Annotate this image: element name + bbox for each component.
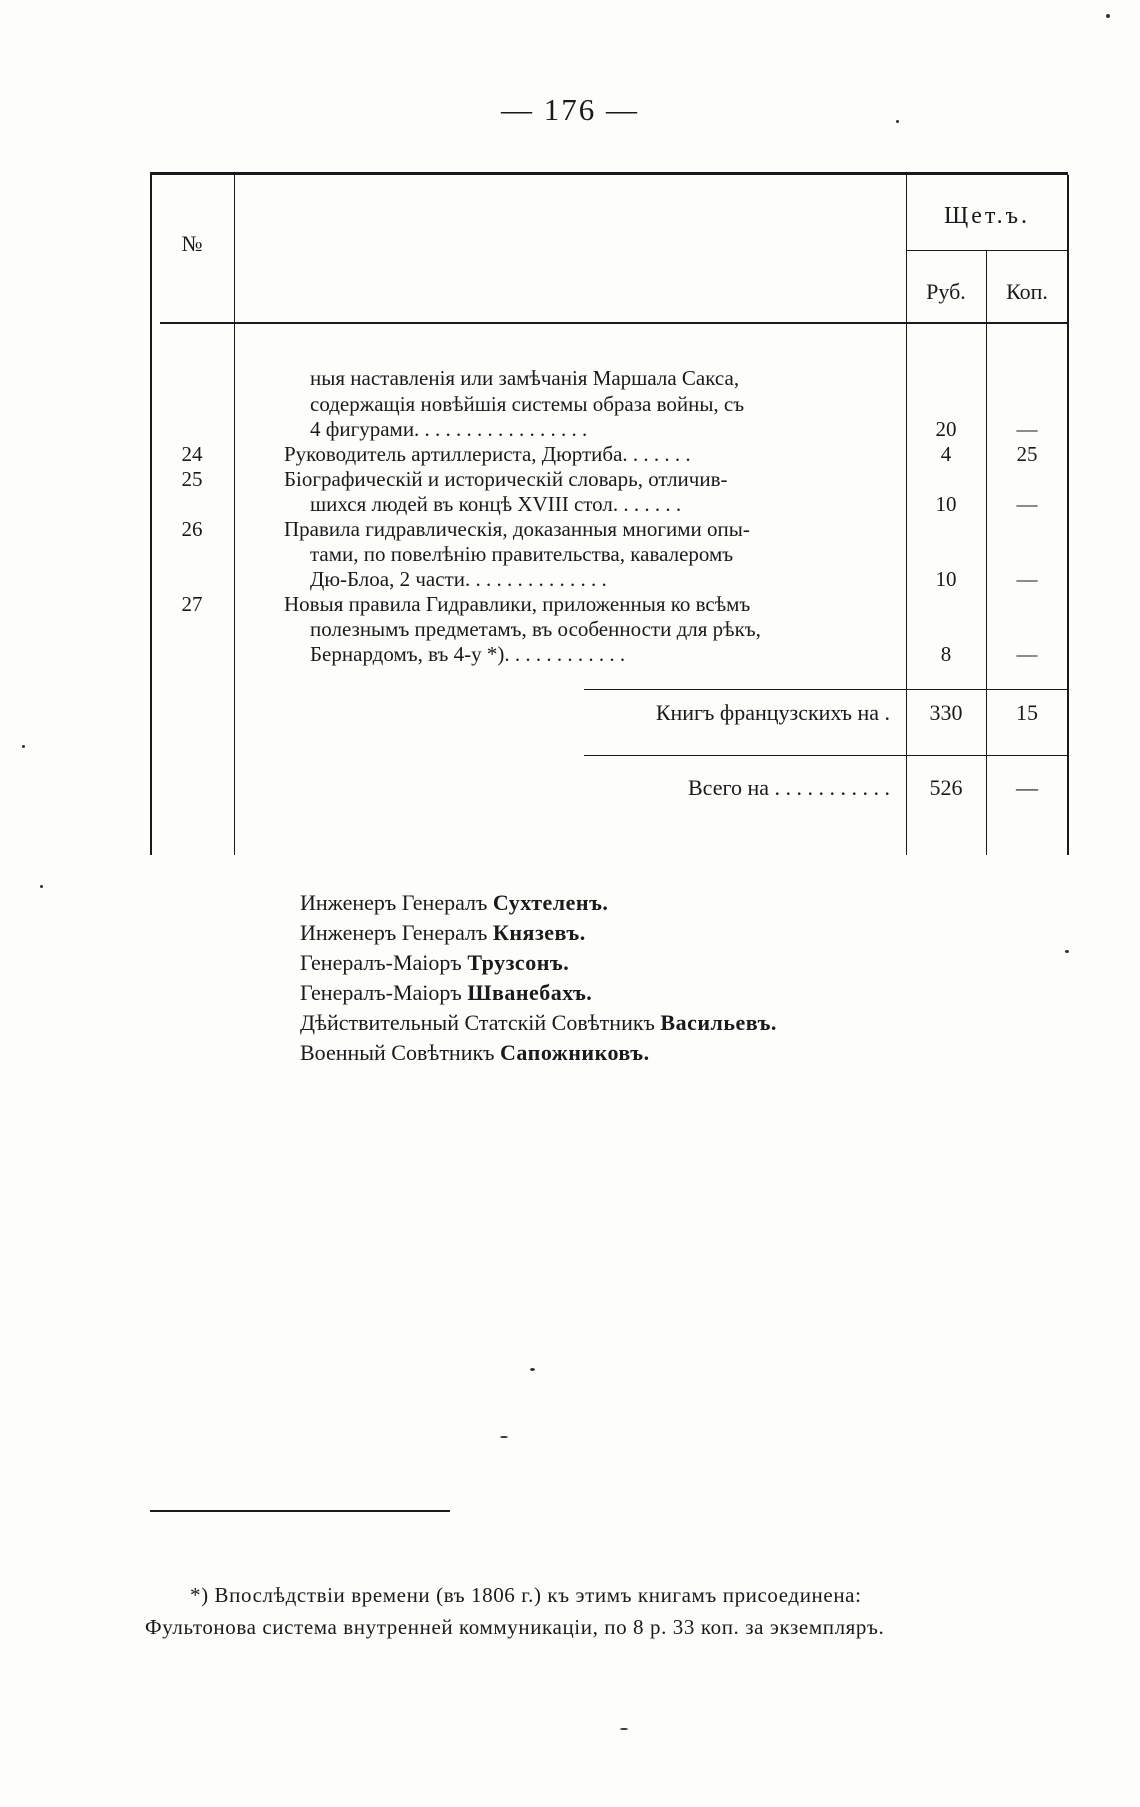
signature-title: Военный Совѣтникъ [300, 1040, 495, 1065]
signature-title: Генералъ-Маіоръ [300, 980, 462, 1005]
row-kopecks: — [1016, 642, 1038, 666]
footnote-line-1: *) Впослѣдствіи времени (въ 1806 г.) къ этимъ книгамъ присоединена: [190, 1583, 862, 1607]
table-row [0, 542, 1140, 567]
subtotal-kopecks: 15 [1016, 700, 1038, 725]
signature-title: Инженеръ Генералъ [300, 920, 488, 945]
total-label: Всего на . . . . . . . . . . . [688, 775, 890, 800]
row-text: содержащія новѣйшія системы образа войны, съ [310, 392, 745, 416]
signature-name: Трузсонъ. [467, 950, 570, 975]
row-kopecks: — [1016, 492, 1038, 516]
subtotal-rubles: 330 [929, 700, 963, 725]
table-row [0, 517, 1140, 542]
row-text: Біографическій и историческій словарь, отличив- [284, 467, 728, 491]
row-number: 24 [181, 442, 203, 466]
table-row [0, 417, 1140, 442]
row-number: 25 [181, 467, 203, 491]
scan-speck [500, 1436, 508, 1438]
row-text: Руководитель артиллериста, Дюртиба. . . . . . . [284, 442, 691, 466]
signature-line [300, 920, 586, 946]
header-number: № [181, 231, 203, 256]
row-text: ныя наставленія или замѣчанія Маршала Сакса, [310, 366, 740, 390]
row-rubles: 4 [940, 442, 952, 466]
table-row [0, 642, 1140, 667]
schet-divider-rule [906, 250, 1068, 251]
scan-speck [22, 745, 25, 748]
signature-name: Шванебахъ. [467, 980, 593, 1005]
row-text: полезнымъ предметамъ, въ особенности для рѣкъ, [310, 617, 761, 641]
scan-speck [896, 120, 899, 123]
row-text: Новыя правила Гидравлики, приложенныя ко всѣмъ [284, 592, 751, 616]
signature-line [300, 980, 592, 1006]
row-number: 26 [181, 517, 203, 541]
signature-title: Инженеръ Генералъ [300, 890, 488, 915]
row-kopecks: 25 [1016, 442, 1038, 466]
signature-line [300, 1040, 650, 1066]
page-number: — 176 — [501, 92, 639, 127]
row-number: 27 [181, 592, 203, 616]
row-rubles: 20 [935, 417, 957, 441]
table-row [0, 592, 1140, 617]
scan-speck [40, 885, 43, 888]
total-kopecks: — [1016, 775, 1038, 800]
table-row [0, 567, 1140, 592]
signature-line [300, 1010, 777, 1036]
table-row [0, 467, 1140, 492]
row-rubles: 10 [935, 567, 957, 591]
row-kopecks: — [1016, 417, 1038, 441]
subtotal-label: Книгъ французскихъ на . [655, 700, 890, 725]
header-bottom-rule [160, 322, 1068, 324]
signature-name: Васильевъ. [660, 1010, 777, 1035]
row-text: Бернардомъ, въ 4-у *). . . . . . . . . . . . [310, 642, 626, 666]
signature-name: Сапожниковъ. [500, 1040, 650, 1065]
signature-name: Князевъ. [492, 920, 586, 945]
table-top-rule [150, 172, 1068, 175]
table-row [0, 366, 1140, 391]
scan-speck [620, 1728, 628, 1730]
row-text: Дю-Блоа, 2 части. . . . . . . . . . . . . . [310, 567, 607, 591]
signature-line [300, 950, 569, 976]
row-text: Правила гидравлическія, доказанныя многими опы- [284, 517, 750, 541]
header-account: Щет.ъ. [944, 203, 1030, 229]
row-text: 4 фигурами. . . . . . . . . . . . . . . . . [310, 417, 588, 441]
table-row [0, 392, 1140, 417]
row-text: тами, по повелѣнію правительства, кавалеромъ [310, 542, 734, 566]
subtotal-bottom-rule [584, 755, 1068, 756]
row-rubles: 10 [935, 492, 957, 516]
signature-title: Генералъ-Маіоръ [300, 950, 462, 975]
table-row [0, 617, 1140, 642]
table-row [0, 442, 1140, 467]
scan-speck [530, 1368, 535, 1371]
footnote-rule [150, 1510, 450, 1512]
total-rubles: 526 [929, 775, 963, 800]
signature-title: Дѣйствительный Статскій Совѣтникъ [300, 1010, 655, 1035]
signature-line [300, 890, 608, 916]
header-rubles: Руб. [926, 279, 966, 304]
row-text: шихся людей въ концѣ XVIII стол. . . . . . . [310, 492, 682, 516]
scan-speck [1065, 950, 1069, 953]
signature-name: Сухтеленъ. [492, 890, 609, 915]
footnote-line-2: Фультонова система внутренней коммуникаціи, по 8 р. 33 коп. за экземпляръ. [145, 1615, 885, 1639]
row-kopecks: — [1016, 567, 1038, 591]
row-rubles: 8 [940, 642, 952, 666]
header-kopecks: Коп. [1006, 279, 1048, 304]
subtotal-top-rule [584, 689, 1068, 690]
table-row [0, 492, 1140, 517]
scan-speck [1106, 14, 1110, 18]
